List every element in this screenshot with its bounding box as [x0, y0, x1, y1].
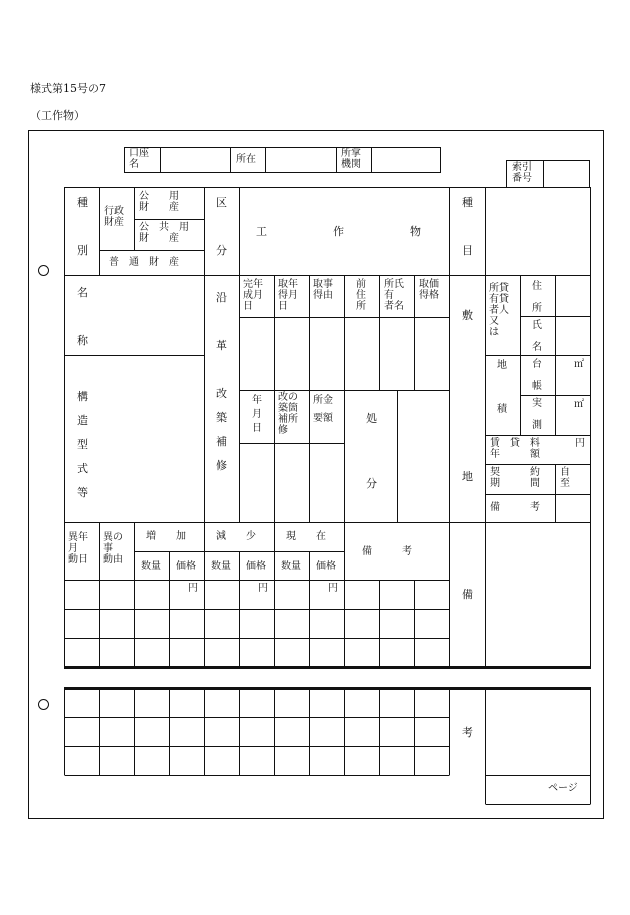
change-date-label: 異年 月 動日: [68, 532, 88, 565]
location-label: 所在: [236, 154, 256, 165]
ordinary-property-label: 普 通 財 産: [109, 257, 179, 268]
site-rent-label: 賃 貸 料 年 額: [490, 438, 540, 460]
site-area-label: 地 積: [497, 360, 507, 415]
site-contract-label: 契 約 期 間: [490, 467, 540, 489]
site-rent-yen: 円: [575, 438, 585, 449]
current-price-label: 価格: [316, 561, 336, 572]
site-name-label: 氏 名: [532, 320, 542, 353]
decrease-label: 減 少: [216, 531, 256, 542]
history-col-completion: 完年 成月 日: [243, 279, 263, 312]
site-ledger-unit: ㎡: [574, 359, 584, 370]
decrease-qty-label: 数量: [211, 561, 231, 572]
current-label: 現 在: [286, 531, 326, 542]
public-use-label: 公 用 財 産: [139, 191, 179, 213]
site-owner-label: 所貸 有貸 者人 又 は: [489, 283, 509, 338]
admin-property-label: 行政 財産: [104, 206, 124, 228]
site-address-label: 住 所: [532, 281, 542, 314]
site-label: 敷 地: [462, 309, 473, 483]
kind-label: 種 目: [462, 196, 473, 257]
increase-label: 増 加: [146, 531, 186, 542]
decrease-yen-unit: 円: [258, 583, 268, 594]
increase-price-label: 価格: [176, 561, 196, 572]
agency-label: 所掌 機関: [341, 148, 361, 170]
form-category: （工作物）: [30, 109, 85, 122]
history-col-price: 取価 得格: [419, 279, 439, 301]
history-col-acquired-reason: 取事 得由: [313, 279, 333, 301]
history-label: 沿 革 改 築 補 修: [216, 291, 227, 472]
division-label: 区 分: [216, 196, 227, 257]
account-name-label: 口座 名: [129, 148, 149, 170]
notes-label-top: 備: [462, 588, 473, 601]
history-col-owner: 所氏 有 者名: [384, 279, 404, 312]
reno-col-cost: 所金 要額: [313, 395, 333, 424]
site-ledger-label: 台 帳: [532, 359, 542, 392]
history-col-prev-address: 前 住 所: [356, 279, 366, 312]
reno-col-location: 改の 築箇 補所 修: [278, 392, 298, 436]
site-actual-unit: ㎡: [574, 399, 584, 410]
history-col-acquired-date: 取年 得月 日: [278, 279, 298, 312]
increase-qty-label: 数量: [141, 561, 161, 572]
reno-col-date: 年 月 日: [252, 395, 262, 434]
disposal-label: 処 分: [366, 412, 377, 490]
current-yen-unit: 円: [328, 583, 338, 594]
form-number: 様式第15号の7: [30, 82, 106, 95]
name-label: 名 称: [77, 286, 88, 347]
site-actual-label: 実 測: [532, 398, 542, 431]
increase-yen-unit: 円: [188, 583, 198, 594]
current-qty-label: 数量: [281, 561, 301, 572]
type-col-label: 種 別: [77, 196, 88, 257]
change-remarks-label: 備 考: [362, 546, 412, 557]
page-label: ページ: [548, 783, 578, 794]
common-use-label: 公 共 用 財 産: [139, 222, 189, 244]
decrease-price-label: 価格: [246, 561, 266, 572]
structure-heading: 工 作 物: [256, 225, 421, 238]
change-reason-label: 異の 事 動由: [103, 532, 123, 565]
site-contract-from-to: 自 至: [560, 467, 570, 489]
index-number-label: 索引 番号: [512, 162, 532, 184]
site-remarks-label: 備 考: [490, 502, 540, 513]
structure-type-label: 構 造 型 式 等: [77, 390, 88, 499]
notes-label-bottom: 考: [462, 726, 473, 739]
